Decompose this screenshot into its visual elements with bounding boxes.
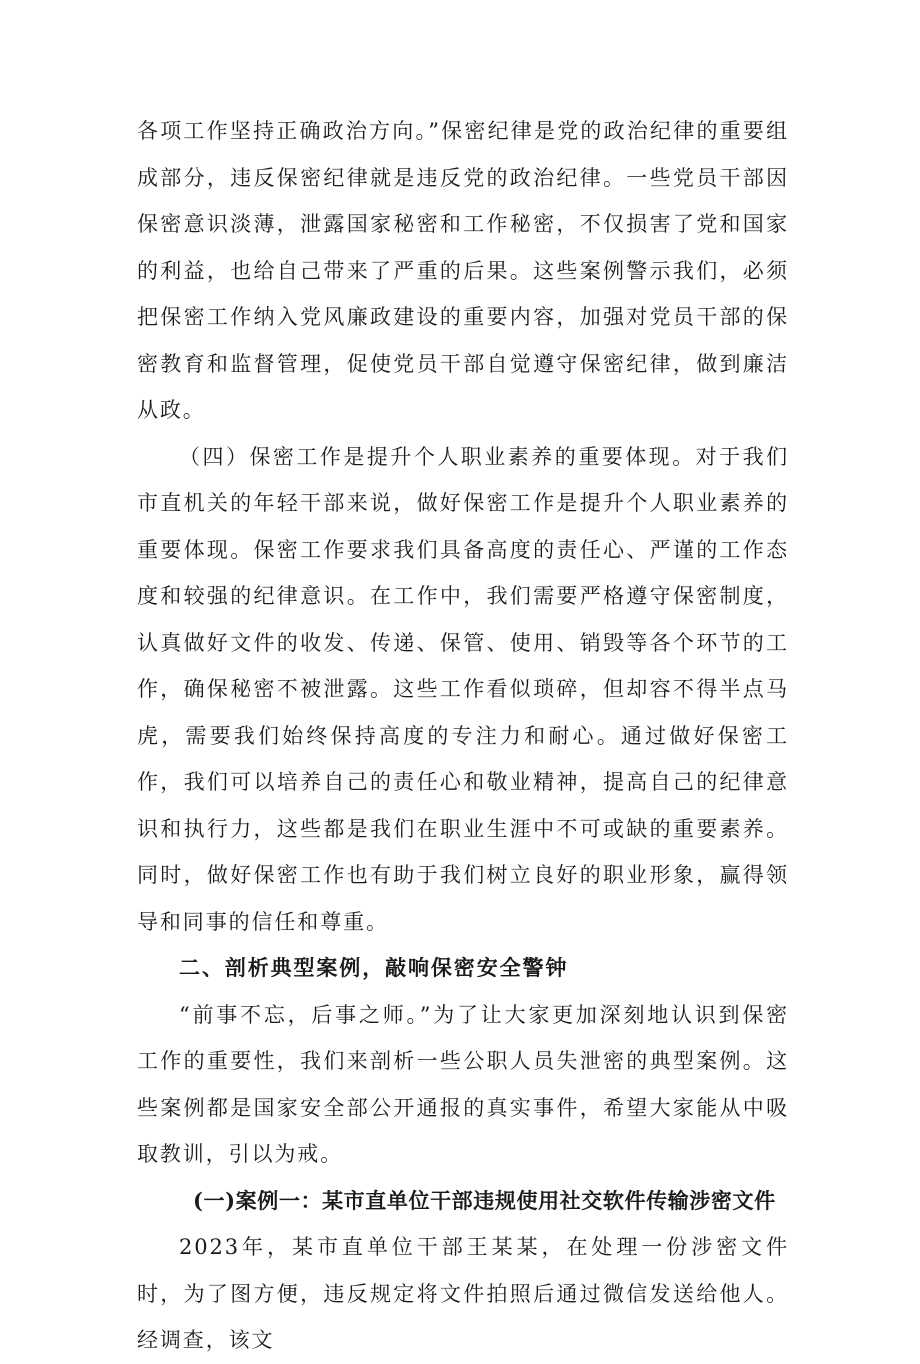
paragraph-case-one: 2023年，某市直单位干部王某某，在处理一份涉密文件时，为了图方便，违反规定将文件拍照后通过微信发送给他人。经调查，该文 bbox=[137, 1235, 789, 1352]
paragraph-case-intro: “前事不忘，后事之师。”为了让大家更加深刻地认识到保密工作的重要性，我们来剖析一些公职人员失泄密的典型案例。这些案例都是国家安全部公开通报的真实事件，希望大家能从中吸取教训，引以为戒。 bbox=[137, 1002, 789, 1166]
paragraph-professional-quality: （四）保密工作是提升个人职业素养的重要体现。对于我们市直机关的年轻干部来说，做好保密工作是提升个人职业素养的重要体现。保密工作要求我们具备高度的责任心、严谨的工作态度和较强的纪律意识。在工作中，我们需要严格遵守保密制度，认真做好文件的收发、传递、保管、使用、销毁等各个环节的工作，确保秘密不被泄露。这些工作看似琐碎，但却容不得半点马虎，需要我们始终保持高度的专注力和耐心。通过做好保密工作，我们可以培养自己的责任心和敬业精神，提高自己的纪律意识和执行力，这些都是我们在职业生涯中不可或缺的重要素养。同时，做好保密工作也有助于我们树立良好的职业形象，赢得领导和同事的信任和尊重。 bbox=[137, 444, 789, 934]
section-heading-cases: 二、剖析典型案例，敲响保密安全警钟 bbox=[179, 955, 569, 980]
paragraph-discipline: 各项工作坚持正确政治方向。”保密纪律是党的政治纪律的重要组成部分，违反保密纪律就是违反党的政治纪律。一些党员干部因保密意识淡薄，泄露国家秘密和工作秘密，不仅损害了党和国家的利益，也给自己带来了严重的后果。这些案例警示我们，必须把保密工作纳入党风廉政建设的重要内容，加强对党员干部的保密教育和监督管理，促使党员干部自觉遵守保密纪律，做到廉洁从政。 bbox=[137, 119, 789, 422]
case-one-heading: (一)案例一：某市直单位干部违规使用社交软件传输涉密文件 bbox=[193, 1187, 776, 1213]
document-body bbox=[137, 108, 789, 1364]
